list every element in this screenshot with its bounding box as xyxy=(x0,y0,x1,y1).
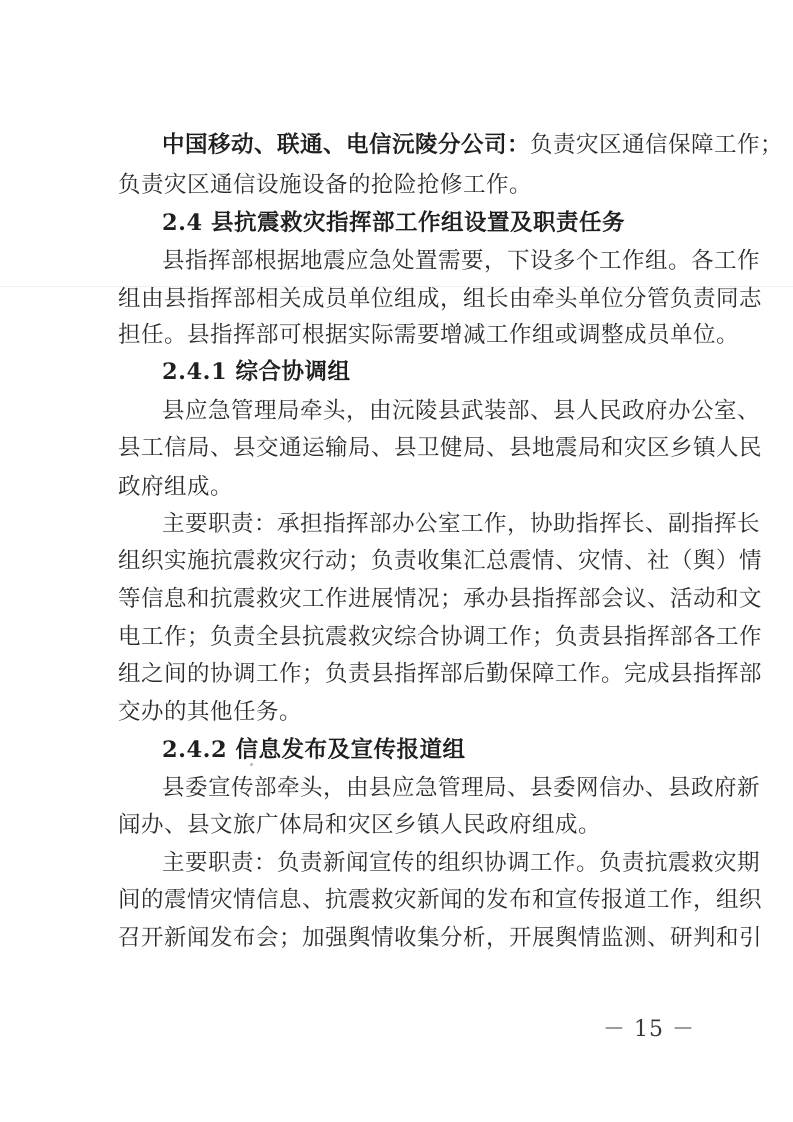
section-2-4-1-duty-line-2: 组织实施抗震救灾行动；负责收集汇总震情、灾情、社（舆）情 xyxy=(118,548,763,574)
telecom-paragraph-bold-prefix: 中国移动、联通、电信沅陵分公司： xyxy=(162,132,531,158)
scan-speck xyxy=(250,763,253,766)
section-2-4-heading: 2.4 县抗震救灾指挥部工作组设置及职责任务 xyxy=(162,210,625,236)
section-2-4-1-duty-line-6: 交办的其他任务。 xyxy=(118,699,303,725)
section-2-4-2-composition-line-1: 县委宣传部牵头，由县应急管理局、县委网信办、县政府新 xyxy=(162,775,761,801)
section-2-4-2-duty-line-2: 间的震情灾情信息、抗震救灾新闻的发布和宣传报道工作，组织 xyxy=(118,887,763,913)
page-number: － 15 － xyxy=(603,1017,695,1042)
section-2-4-2-heading: 2.4.2 信息发布及宣传报道组 xyxy=(162,737,466,763)
section-2-4-line-1: 县指挥部根据地震应急处置需要，下设多个工作组。各工作 xyxy=(162,248,761,274)
section-2-4-1-duty-line-1: 主要职责：承担指挥部办公室工作，协助指挥长、副指挥长 xyxy=(162,511,761,537)
telecom-paragraph-line-1 xyxy=(162,130,784,160)
section-2-4-1-heading: 2.4.1 综合协调组 xyxy=(162,359,351,385)
section-2-4-1-duty-line-4: 电工作；负责全县抗震救灾综合协调工作；负责县指挥部各工作 xyxy=(118,624,763,650)
section-2-4-line-2: 组由县指挥部相关成员单位组成，组长由牵头单位分管负责同志 xyxy=(118,286,763,312)
telecom-paragraph-line-2: 负责灾区通信设施设备的抢险抢修工作。 xyxy=(118,172,533,198)
telecom-paragraph-rest: 负责灾区通信保障工作； xyxy=(530,132,784,158)
section-2-4-1-composition-line-3: 政府组成。 xyxy=(118,474,234,500)
section-2-4-1-duty-line-3: 等信息和抗震救灾工作进展情况；承办县指挥部会议、活动和文 xyxy=(118,586,763,612)
section-2-4-2-composition-line-2: 闻办、县文旅广体局和灾区乡镇人民政府组成。 xyxy=(118,812,602,838)
section-2-4-line-3: 担任。县指挥部可根据实际需要增减工作组或调整成员单位。 xyxy=(118,322,740,348)
section-2-4-1-duty-line-5: 组之间的协调工作；负责县指挥部后勤保障工作。完成县指挥部 xyxy=(118,661,763,687)
section-2-4-2-duty-line-1: 主要职责：负责新闻宣传的组织协调工作。负责抗震救灾期 xyxy=(162,850,761,876)
section-2-4-1-composition-line-2: 县工信局、县交通运输局、县卫健局、县地震局和灾区乡镇人民 xyxy=(118,435,763,461)
section-2-4-1-composition-line-1: 县应急管理局牵头，由沅陵县武装部、县人民政府办公室、 xyxy=(162,398,761,424)
section-2-4-2-duty-line-3: 召开新闻发布会；加强舆情收集分析，开展舆情监测、研判和引 xyxy=(118,925,763,951)
